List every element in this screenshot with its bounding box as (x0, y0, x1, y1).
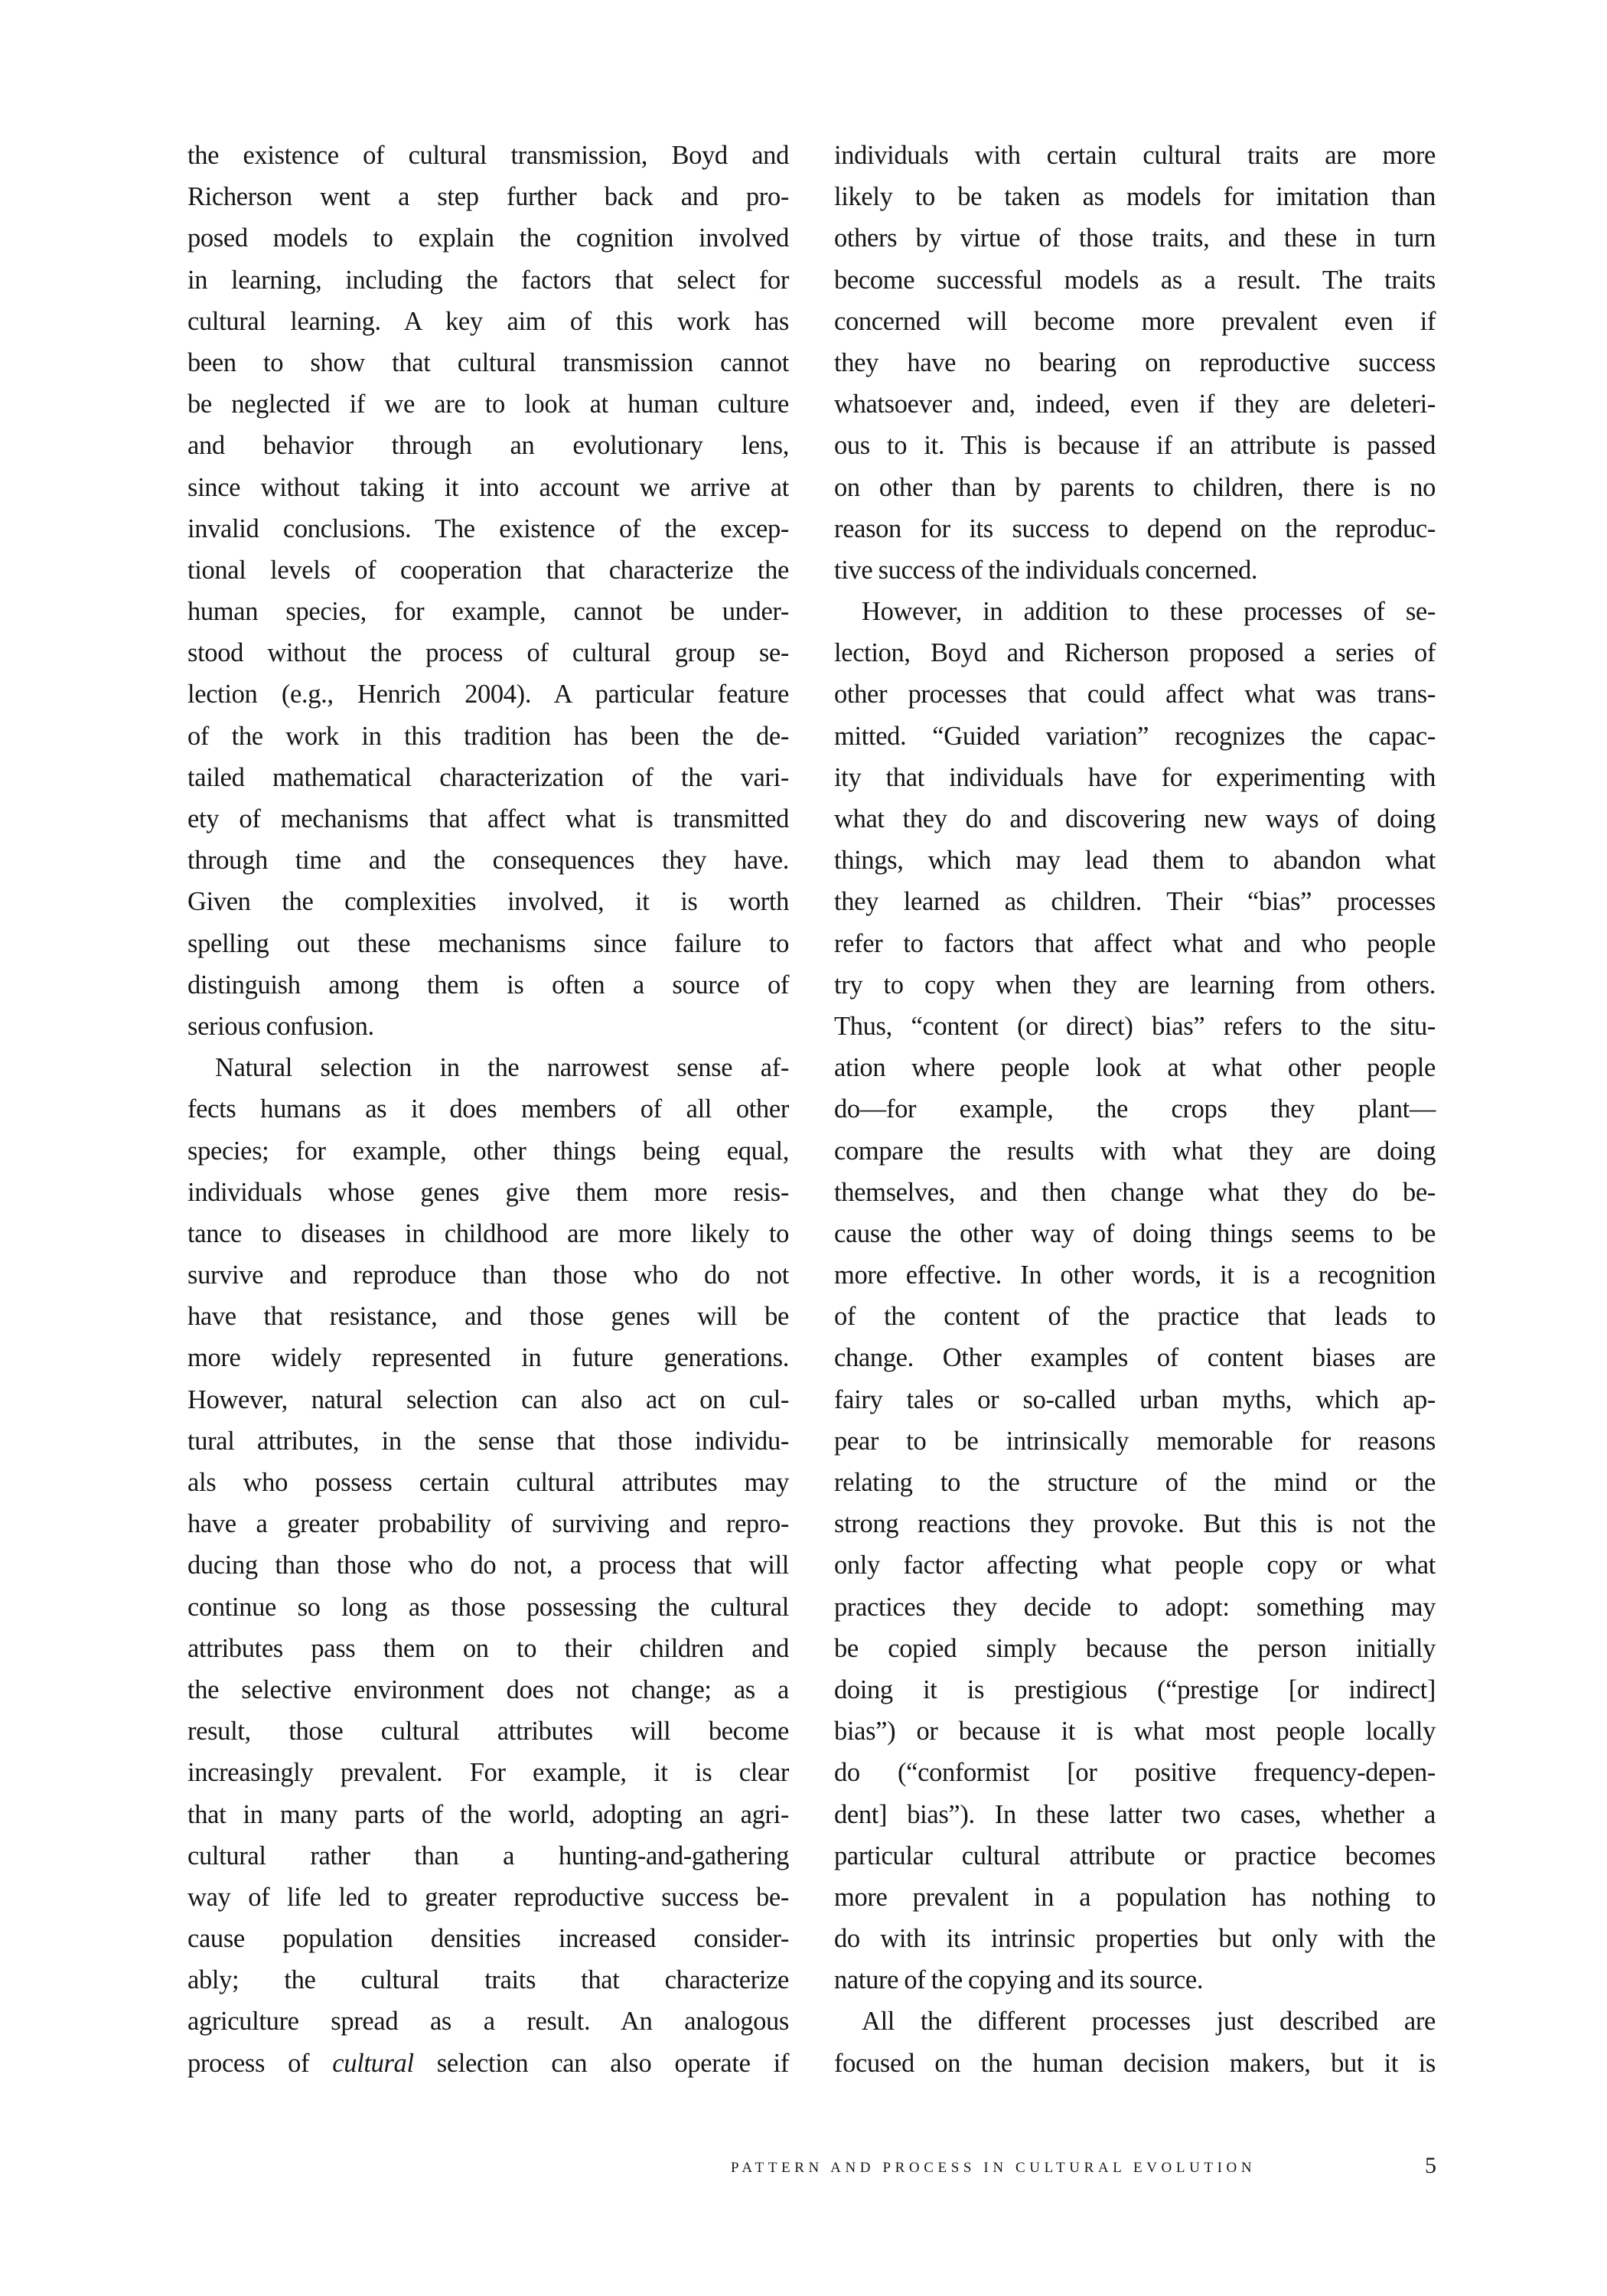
text-line: human species, for example, cannot be under- (187, 597, 789, 627)
text-line: ous to it. This is because if an attribute is passed (834, 431, 1436, 461)
text-line: cause the other way of doing things seems to be (834, 1218, 1436, 1248)
paragraph-end-line: tive success of the individuals concerned. (834, 555, 1258, 585)
text-line: tural attributes, in the sense that those individu- (187, 1426, 789, 1456)
text-line: become successful models as a result. The traits (834, 265, 1436, 295)
text-run: selection can also operate if (413, 2048, 790, 2078)
text-line: doing it is prestigious (“prestige [or indirect] (834, 1675, 1436, 1704)
text-line: since without taking it into account we arrive at (187, 472, 789, 502)
text-line: change. Other examples of content biases are (834, 1343, 1436, 1373)
text-line: tional levels of cooperation that characterize the (187, 555, 789, 585)
text-line: likely to be taken as models for imitation than (834, 182, 1436, 212)
text-line: ity that individuals have for experimenting with (834, 762, 1436, 792)
text-line: Richerson went a step further back and pro- (187, 182, 789, 212)
text-line: only factor affecting what people copy or what (834, 1551, 1436, 1580)
text-line: more effective. In other words, it is a recognition (834, 1261, 1436, 1290)
paragraph-start-line: All the different processes just described are (862, 2007, 1436, 2037)
text-line: on other than by parents to children, there is no (834, 472, 1436, 502)
page-number: 5 (1425, 2153, 1436, 2178)
text-line: practices they decide to adopt: something may (834, 1592, 1436, 1622)
text-line: individuals whose genes give them more resis- (187, 1177, 789, 1207)
text-line: mitted. “Guided variation” recognizes the capac- (834, 721, 1436, 751)
text-line: themselves, and then change what they do be- (834, 1177, 1436, 1207)
text-line: the existence of cultural transmission, Boyd and (187, 141, 789, 170)
text-line: they have no bearing on reproductive success (834, 347, 1436, 377)
text-line: of the work in this tradition has been the de- (187, 721, 789, 751)
text-line: continue so long as those possessing the cultural (187, 1592, 789, 1622)
text-line: others by virtue of those traits, and these in turn (834, 223, 1436, 253)
text-line: However, natural selection can also act on cul- (187, 1384, 789, 1414)
text-line: invalid conclusions. The existence of the excep- (187, 514, 789, 543)
text-line: concerned will become more prevalent even if (834, 306, 1436, 336)
text-line: and behavior through an evolutionary lens, (187, 431, 789, 461)
text-line: try to copy when they are learning from others. (834, 970, 1436, 1000)
text-line: posed models to explain the cognition involved (187, 223, 789, 253)
text-line (187, 2043, 789, 2084)
text-line: lection, Boyd and Richerson proposed a series of (834, 638, 1436, 668)
text-line: what they do and discovering new ways of doing (834, 804, 1436, 833)
text-line: ably; the cultural traits that characterize (187, 1965, 789, 1995)
text-line: focused on the human decision makers, but it is (834, 2048, 1436, 2078)
text-line: do (“conformist [or positive frequency-depen- (834, 1758, 1436, 1788)
text-line: that in many parts of the world, adopting an agri- (187, 1799, 789, 1829)
text-line: strong reactions they provoke. But this is not the (834, 1509, 1436, 1539)
paragraph-end-line: nature of the copying and its source. (834, 1965, 1204, 1995)
text-line: ety of mechanisms that affect what is transmitted (187, 804, 789, 833)
paragraph-start-line: Natural selection in the narrowest sense af- (215, 1053, 789, 1083)
text-line: tance to diseases in childhood are more likely to (187, 1218, 789, 1248)
text-line: other processes that could affect what was trans- (834, 680, 1436, 709)
text-line: stood without the process of cultural group se- (187, 638, 789, 668)
text-line: way of life led to greater reproductive success be- (187, 1882, 789, 1912)
text-line: Thus, “content (or direct) bias” refers to the situ- (834, 1011, 1436, 1041)
text-line: through time and the consequences they have. (187, 846, 789, 876)
text-line: individuals with certain cultural traits are more (834, 141, 1436, 170)
text-line: particular cultural attribute or practice becomes (834, 1841, 1436, 1870)
text-line: of the content of the practice that leads to (834, 1302, 1436, 1332)
text-line: bias”) or because it is what most people locally (834, 1717, 1436, 1746)
page-footer (731, 2152, 1435, 2183)
text-run: process of (187, 2048, 333, 2078)
text-line: cultural learning. A key aim of this work has (187, 306, 789, 336)
text-line: reason for its success to depend on the reproduc- (834, 514, 1436, 543)
text-line: spelling out these mechanisms since failure to (187, 928, 789, 958)
text-line: been to show that cultural transmission cannot (187, 347, 789, 377)
text-line: in learning, including the factors that select for (187, 265, 789, 295)
text-line: ducing than those who do not, a process that will (187, 1551, 789, 1580)
text-line: agriculture spread as a result. An analogous (187, 2007, 789, 2037)
paragraph-start-line: However, in addition to these processes of se- (862, 597, 1436, 627)
text-line: pear to be intrinsically memorable for reasons (834, 1426, 1436, 1456)
text-line: they learned as children. Their “bias” processes (834, 887, 1436, 917)
text-line: als who possess certain cultural attributes may (187, 1468, 789, 1497)
right-column (834, 135, 1436, 2084)
text-line: have a greater probability of surviving and repro- (187, 1509, 789, 1539)
italic-emphasis: cultural (332, 2048, 414, 2078)
text-line: refer to factors that affect what and who people (834, 928, 1436, 958)
text-line: more prevalent in a population has nothing to (834, 1882, 1436, 1912)
text-line: species; for example, other things being equal, (187, 1136, 789, 1166)
text-line: the selective environment does not change; as a (187, 1675, 789, 1704)
text-line: tailed mathematical characterization of the vari- (187, 762, 789, 792)
text-line: ation where people look at what other people (834, 1053, 1436, 1083)
text-line: cause population densities increased consider- (187, 1924, 789, 1954)
text-line: increasingly prevalent. For example, it is clear (187, 1758, 789, 1788)
text-line: fairy tales or so-called urban myths, which ap- (834, 1384, 1436, 1414)
text-line: dent] bias”). In these latter two cases, whether a (834, 1799, 1436, 1829)
text-line: be copied simply because the person initially (834, 1633, 1436, 1663)
text-line: survive and reproduce than those who do not (187, 1261, 789, 1290)
left-column (187, 135, 789, 2084)
text-line: attributes pass them on to their children and (187, 1633, 789, 1663)
text-line: cultural rather than a hunting-and-gathering (187, 1841, 789, 1870)
text-line: Given the complexities involved, it is worth (187, 887, 789, 917)
text-line: lection (e.g., Henrich 2004). A particular feature (187, 680, 789, 709)
text-line: do with its intrinsic properties but only with the (834, 1924, 1436, 1954)
text-line: result, those cultural attributes will become (187, 1717, 789, 1746)
text-line: be neglected if we are to look at human culture (187, 390, 789, 419)
text-line: fects humans as it does members of all other (187, 1094, 789, 1124)
text-line: compare the results with what they are doing (834, 1136, 1436, 1166)
text-line: whatsoever and, indeed, even if they are deleteri- (834, 390, 1436, 419)
running-head: PATTERN AND PROCESS IN CULTURAL EVOLUTION (731, 2160, 1257, 2176)
paragraph-end-line: serious confusion. (187, 1011, 374, 1041)
text-line: relating to the structure of the mind or the (834, 1468, 1436, 1497)
text-line: more widely represented in future generations. (187, 1343, 789, 1373)
text-line: things, which may lead them to abandon what (834, 846, 1436, 876)
text-line: distinguish among them is often a source of (187, 970, 789, 1000)
text-line: do—for example, the crops they plant— (834, 1094, 1436, 1124)
text-line: have that resistance, and those genes will be (187, 1302, 789, 1332)
